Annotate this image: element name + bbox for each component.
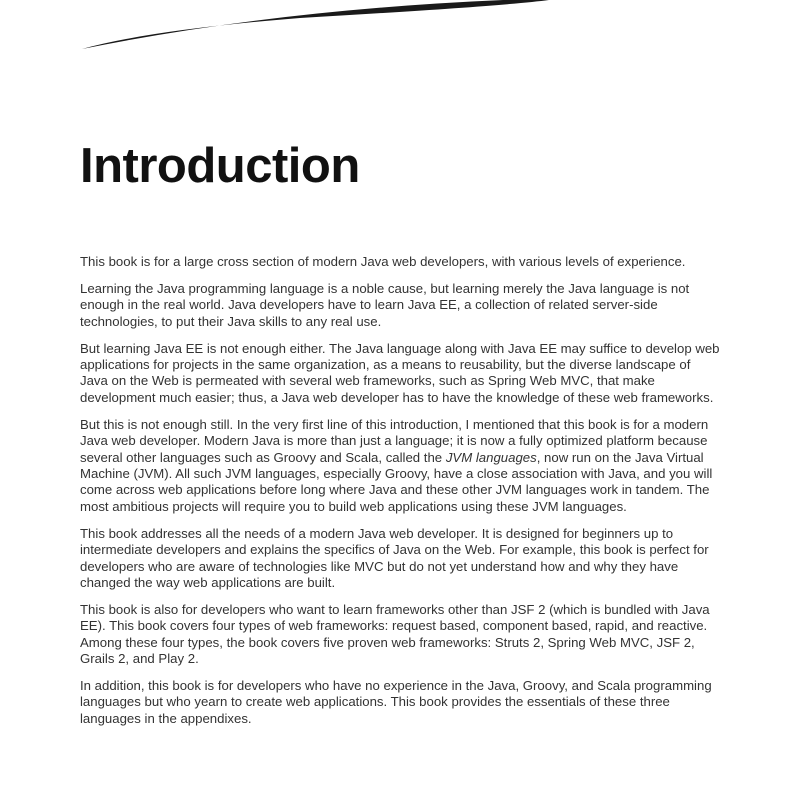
paragraph: But this is not enough still. In the very first line of this introduction, I mentioned that this book is for a modern Java web developer. Modern Java is more than just a language; it is now a fully optimized platform because several other languages such as Groovy and Scala, called the JVM languages, now run on the Java Virtual Machine (JVM). All such JVM languages, especially Groovy, have a close association with Java, and you will come across web applications before long where Java and these other JVM languages work in tandem. The most ambitious projects will require you to build web applications using these JVM languages.	[80, 416, 713, 514]
paragraph: But learning Java EE is not enough either. The Java language along with Java EE may suffice to develop web applications for projects in the same organization, as a means to reusability, but the diverse landscape of Java on the Web is permeated with several web frameworks, such as Spring Web MVC, that make development much easier; thus, a Java web developer has to have the knowledge of these web frameworks.	[80, 340, 720, 405]
header-swoosh-decoration	[0, 0, 800, 60]
jvm-languages-term: JVM languages	[445, 449, 537, 465]
body-text	[80, 254, 720, 738]
chapter-title: Introduction	[80, 139, 360, 193]
paragraph: In addition, this book is for developers who have no experience in the Java, Groovy, and Scala programming languages but who yearn to create web applications. This book provides the essentials of these three languages in the appendixes.	[80, 677, 712, 726]
paragraph: This book is also for developers who want to learn frameworks other than JSF 2 (which is bundled with Java EE). This book covers four types of web frameworks: request based, component based, rapid, and reactive. Among these four types, the book covers five proven web frameworks: Struts 2, Spring Web MVC, JSF 2, Grails 2, and Play 2.	[80, 601, 710, 667]
paragraph: Learning the Java programming language is a noble cause, but learning merely the Java language is not enough in the real world. Java developers have to learn Java EE, a collection of related server-side technologies, to put their Java skills to any real use.	[80, 280, 690, 329]
paragraph: This book addresses all the needs of a modern Java web developer. It is designed for beginners up to intermediate developers and explains the specifics of Java on the Web. For example, this book is perfect for developers who are aware of technologies like MVC but do not yet understand how and why they have changed the way web applications are built.	[80, 525, 709, 590]
paragraph: This book is for a large cross section of modern Java web developers, with various levels of experience.	[80, 254, 686, 269]
